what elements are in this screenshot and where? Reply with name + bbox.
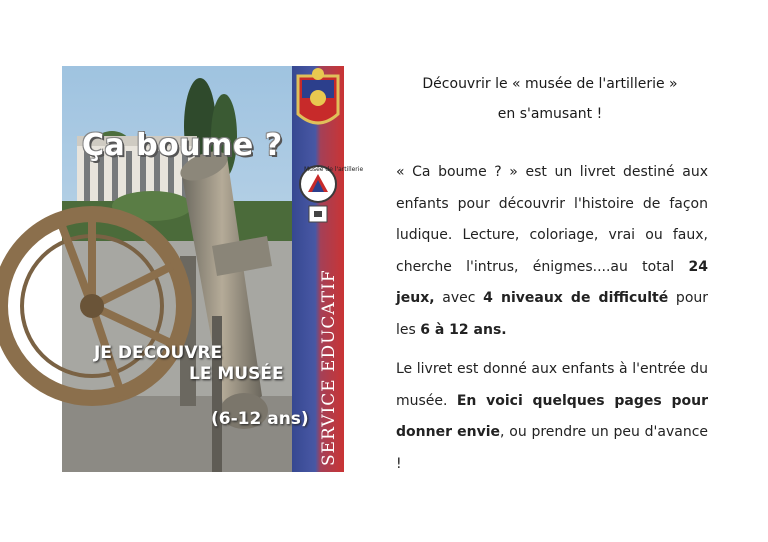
preview-highlight: En voici quelques pages pour donner envie — [396, 392, 708, 440]
cover-title: Ça boume ? — [82, 128, 283, 163]
booklet-name: « Ca boume ? » — [396, 164, 518, 180]
cover-subtitle-line1: JE DECOUVRE — [94, 343, 223, 363]
cover-subtitle-line2: LE MUSÉE — [189, 364, 284, 384]
difficulty-levels: 4 niveaux de difficulté — [483, 290, 669, 306]
description-text: est un livret destiné aux enfants pour découvrir l'histoire de façon ludique. Lecture, coloriage, vrai ou faux, cherche l'intrus, énigmes....au total — [396, 164, 709, 275]
heading-line1: Découvrir le « musée de l'artillerie » — [422, 76, 678, 92]
service-educatif-label: SERVICE EDUCATIF — [319, 269, 339, 466]
cover-age-range: (6-12 ans) — [211, 409, 309, 429]
badge-label: Musée de l'artillerie — [304, 166, 364, 173]
games-count: 24 jeux, — [396, 258, 708, 306]
booklet-cover-image — [62, 66, 364, 472]
distribution-text: Le livret est donné aux enfants à l'entrée du musée. — [396, 361, 708, 409]
description-text: pour les — [396, 290, 709, 338]
age-range: 6 à 12 ans. — [420, 321, 507, 338]
description-text: avec — [434, 290, 484, 306]
heading-line2: en s'amusant ! — [497, 106, 603, 122]
distribution-text: , ou prendre un peu d'avance ! — [396, 424, 708, 472]
distribution-paragraph — [396, 354, 708, 480]
description-paragraph — [396, 157, 708, 346]
